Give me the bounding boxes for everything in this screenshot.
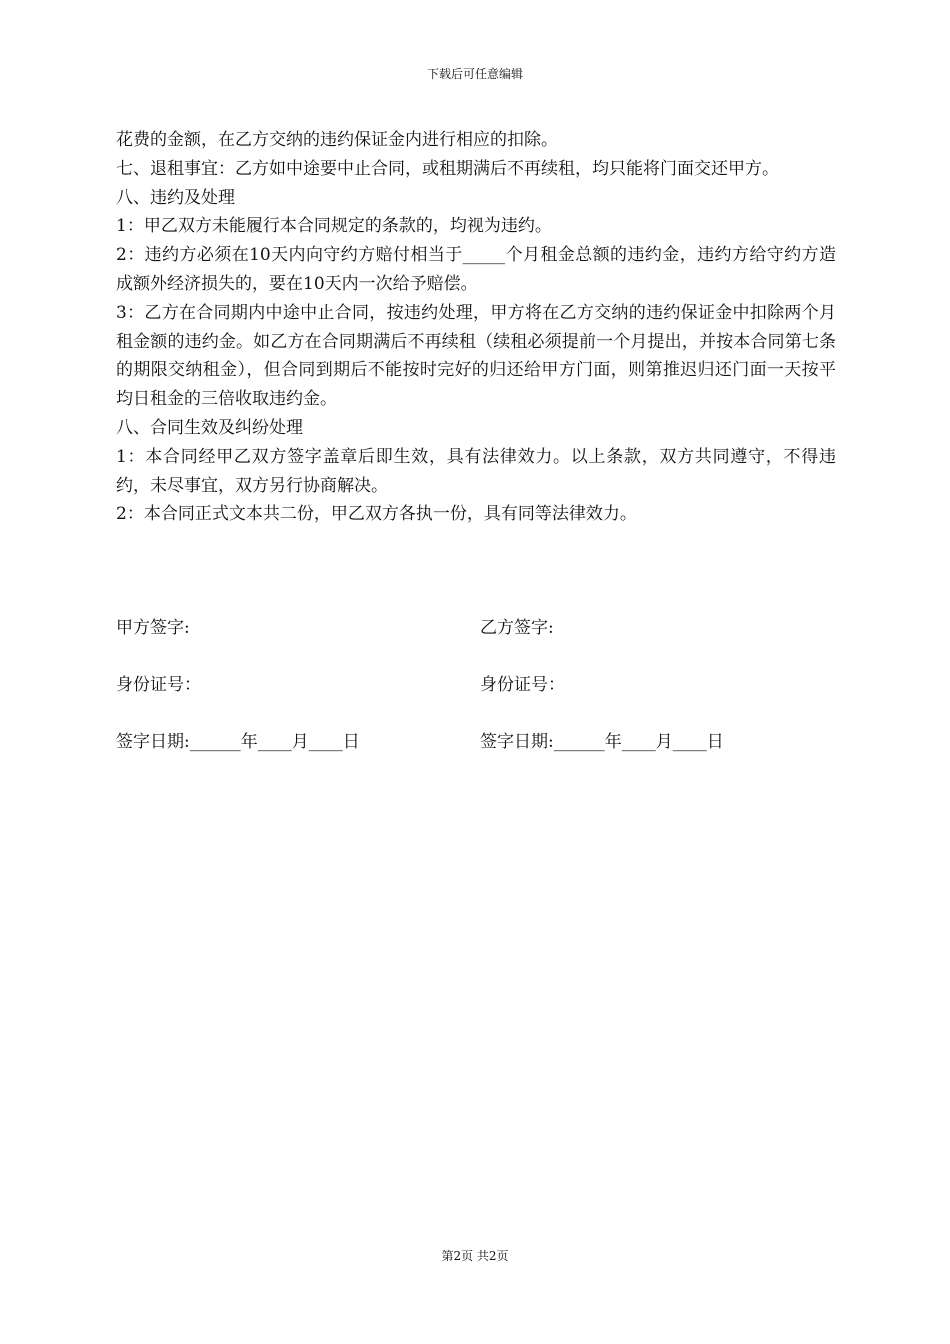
party-a-date-label: 签字日期:______年____月____日: [116, 732, 360, 752]
id-number-row: [116, 673, 836, 697]
party-a-signature-label: 甲方签字:: [116, 618, 190, 638]
effect-clause-1: 1：本合同经甲乙双方签字盖章后即生效，具有法律效力。以上条款，双方共同遵守，不得违约，未尽事宜，双方另行协商解决。: [116, 446, 836, 496]
sign-date-row: [116, 730, 836, 754]
paragraph-termination: 七、退租事宜：乙方如中途要中止合同，或租期满后不再续租，均只能将门面交还甲方。: [116, 158, 779, 179]
signature-row: [116, 616, 836, 640]
breach-clause-2: 2：违约方必须在10天内向守约方赔付相当于_____个月租金总额的违约金，违约方给守约方造成额外经济损失的，要在10天内一次给予赔偿。: [116, 245, 836, 294]
section-heading-effect: 八、合同生效及纠纷处理: [116, 417, 303, 438]
party-b-id-label: 身份证号：: [480, 675, 565, 695]
effect-clause-2: 2：本合同正式文本共二份，甲乙双方各执一份，具有同等法律效力。: [116, 504, 637, 525]
party-b-signature-label: 乙方签字:: [480, 618, 554, 638]
section-heading-breach: 八、违约及处理: [116, 187, 235, 208]
party-b-date-label: 签字日期:______年____月____日: [480, 732, 724, 752]
paragraph-deduction: 花费的金额，在乙方交纳的违约保证金内进行相应的扣除。: [116, 130, 558, 150]
breach-clause-3: 3：乙方在合同期内中途中止合同，按违约处理，甲方将在乙方交纳的违约保证金中扣除两个月租金额的违约金。如乙方在合同期满后不再续租（续租必须提前一个月提出，并按本合同第七条的期限交纳租金），但合同到期后不能按时完好的归还给甲方门面，则第推迟归还门面一天按平均日租金的三倍收取违约金。: [116, 302, 836, 410]
page-number: 第2页 共2页: [441, 1249, 509, 1263]
breach-clause-1: 1：甲乙双方未能履行本合同规定的条款的，均视为违约。: [116, 216, 552, 237]
contract-body: [116, 126, 836, 529]
page-header: 下载后可任意编辑: [426, 67, 523, 81]
party-a-id-label: 身份证号：: [116, 675, 201, 695]
